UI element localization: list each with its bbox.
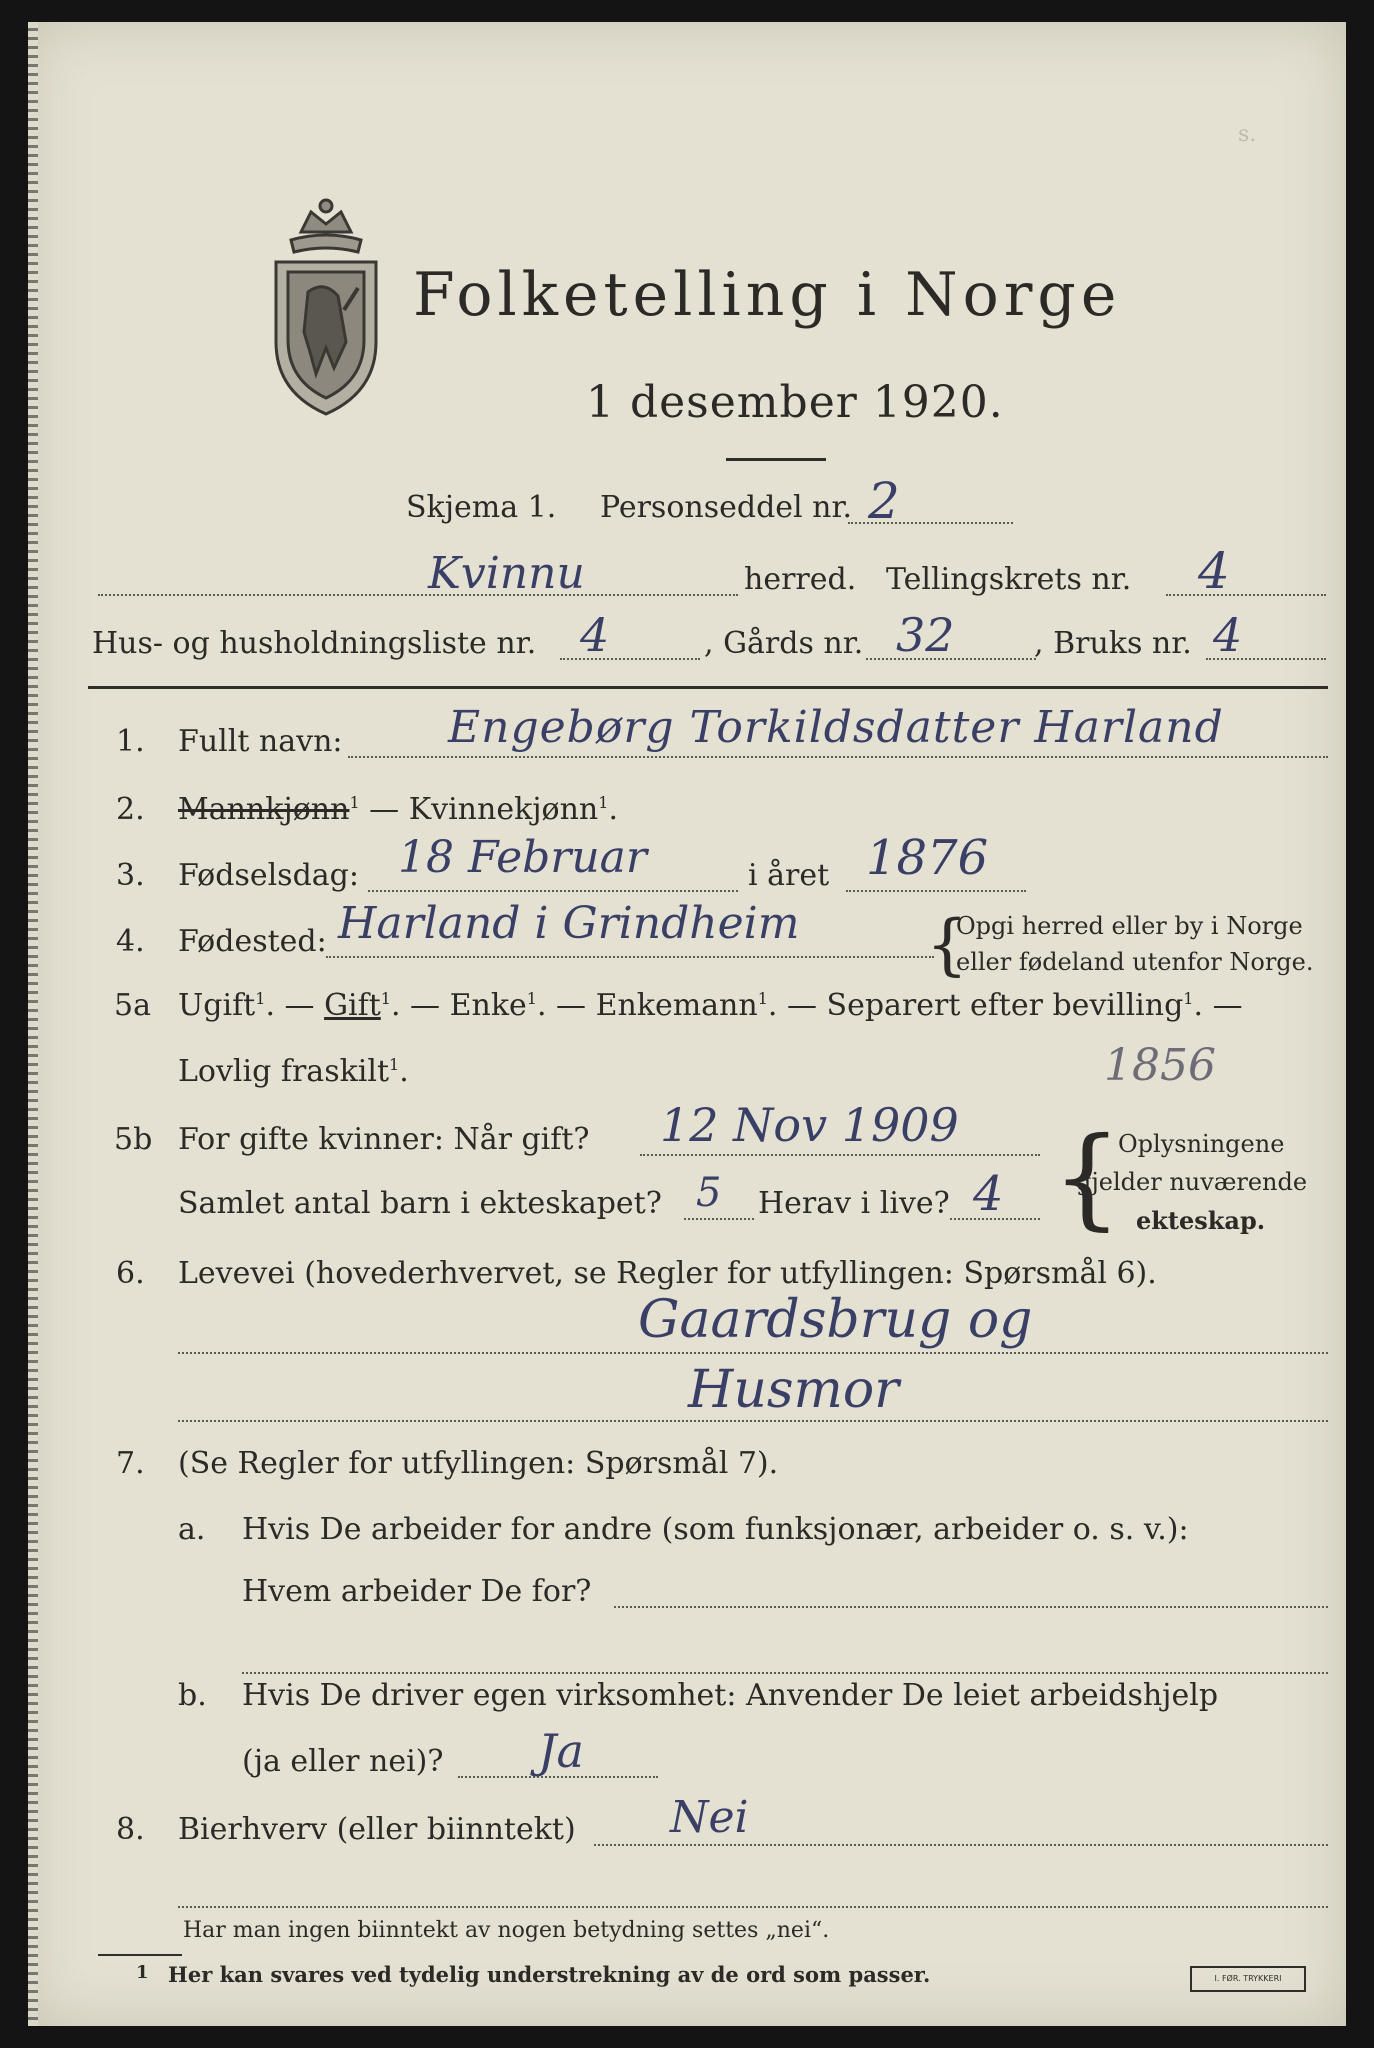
tellingskrets-value: 4 xyxy=(1198,542,1230,600)
q5b-live-value: 4 xyxy=(973,1166,1004,1222)
q5b-note-brace: { xyxy=(1052,1113,1122,1241)
q4-value: Harland i Grindheim xyxy=(338,898,800,949)
hus-value: 4 xyxy=(580,608,610,662)
q5b-label: For gifte kvinner: Når gift? xyxy=(178,1122,590,1157)
q5a-footnote-ref: 1 xyxy=(757,989,768,1008)
q5a-options: Ugift$^1$. — Gift$^1$. — Enke$^1$. — Enkemann$^1$. — Separert efter bevilling$^1$. — xyxy=(178,988,1243,1023)
printer-stamp-text: I. FØR. TRYKKERI xyxy=(1214,1974,1282,1983)
q5a-number: 5a xyxy=(114,988,151,1023)
q1-number: 1. xyxy=(116,724,145,759)
q1-label: Fullt navn: xyxy=(178,724,343,759)
census-date: 1 desember 1920. xyxy=(586,377,1004,428)
bruks-label: , Bruks nr. xyxy=(1034,626,1192,661)
q7b-value: Ja xyxy=(538,1724,584,1778)
q6-value-line1: Gaardsbrug og xyxy=(638,1290,1033,1350)
q6-field-line-2 xyxy=(178,1420,1328,1422)
form-title: Folketelling i Norge xyxy=(413,260,1122,330)
q5a-dash: — xyxy=(786,988,817,1023)
q6-number: 6. xyxy=(116,1256,145,1291)
enke-option: Enke xyxy=(449,988,527,1023)
hus-label: Hus- og husholdningsliste nr. xyxy=(92,626,537,661)
bleed-through-text: s. xyxy=(1238,122,1257,147)
q1-field-line xyxy=(348,756,1328,758)
norwegian-coat-of-arms-icon xyxy=(246,192,406,422)
q4-note-line2: eller fødeland utenfor Norge. xyxy=(956,948,1314,976)
q4-note-line1: Opgi herred eller by i Norge xyxy=(956,912,1303,940)
q7-number: 7. xyxy=(116,1446,145,1481)
separert-option: Separert efter bevilling xyxy=(826,988,1184,1023)
q2-period: . xyxy=(608,792,618,827)
q6-label: Levevei (hovederhvervet, se Regler for utfyllingen: Spørsmål 6). xyxy=(178,1256,1157,1291)
q3-year-label: i året xyxy=(748,858,830,893)
herred-label: herred. xyxy=(744,562,857,597)
q5a-footnote-ref: 1 xyxy=(526,989,537,1008)
census-form-page xyxy=(28,22,1346,2026)
q7b-number: b. xyxy=(178,1678,207,1713)
q7a-field-line-2 xyxy=(242,1672,1328,1674)
q7a-number: a. xyxy=(178,1512,206,1547)
q3-day-field-line xyxy=(368,890,738,892)
q5b-note-line1: Oplysningene xyxy=(1118,1130,1285,1158)
q2-footnote-ref-2: 1 xyxy=(598,793,609,812)
q8-field-line-1 xyxy=(594,1844,1328,1846)
personseddel-value: 2 xyxy=(868,472,900,530)
schema-label: Skjema 1. xyxy=(406,490,557,525)
q7a-label: Hvis De arbeider for andre (som funksjonær, arbeider o. s. v.): xyxy=(242,1512,1189,1547)
q8-value: Nei xyxy=(670,1792,749,1843)
q4-number: 4. xyxy=(116,924,145,959)
footer-note: Har man ingen biinntekt av nogen betydning settes „nei“. xyxy=(183,1918,830,1943)
q5b-note-line3: ekteskap. xyxy=(1136,1206,1266,1235)
q5a-dash: — xyxy=(1212,988,1243,1023)
q7b-sub-label: (ja eller nei)? xyxy=(242,1744,444,1779)
q5b-gift-value: 12 Nov 1909 xyxy=(660,1098,959,1152)
q2-dash: — xyxy=(369,792,400,827)
fraskilt-option: Lovlig fraskilt xyxy=(178,1054,390,1089)
q7a-sub-label: Hvem arbeider De for? xyxy=(242,1574,592,1609)
q3-day-value: 18 Februar xyxy=(398,832,647,883)
gift-option: Gift xyxy=(324,988,381,1023)
herred-value: Kvinnu xyxy=(428,548,585,599)
q2-options xyxy=(178,792,618,827)
title-divider xyxy=(726,458,826,461)
q5a-dash: — xyxy=(410,988,441,1023)
q5a-footnote-ref: 1 xyxy=(380,989,391,1008)
q7a-field-line-1 xyxy=(614,1606,1328,1608)
perforated-edge xyxy=(28,22,38,2026)
q5b-barn-label: Samlet antal barn i ekteskapet? xyxy=(178,1186,662,1221)
personseddel-label: Personseddel nr. xyxy=(600,490,853,525)
q7b-label: Hvis De driver egen virksomhet: Anvender De leiet arbeidshjelp xyxy=(242,1678,1219,1713)
tellingskrets-field-line xyxy=(1166,594,1326,596)
q5a-dash: — xyxy=(284,988,315,1023)
q5a-dash: — xyxy=(556,988,587,1023)
q5b-barn-field-line xyxy=(684,1218,754,1220)
herred-field-line xyxy=(98,594,738,596)
q8-label: Bierhverv (eller biinntekt) xyxy=(178,1812,576,1847)
q5b-number: 5b xyxy=(114,1122,153,1157)
footnote-text: Her kan svares ved tydelig understrekning av de ord som passer. xyxy=(168,1962,931,1987)
q4-note-brace: { xyxy=(926,906,968,983)
q4-field-line xyxy=(326,956,934,958)
q3-number: 3. xyxy=(116,858,145,893)
q6-field-line-1 xyxy=(178,1352,1328,1354)
q4-label: Fødested: xyxy=(178,924,327,959)
enkemann-option: Enkemann xyxy=(595,988,758,1023)
q5a-footnote-ref: 1 xyxy=(389,1055,400,1074)
kvinnekjonn-option: Kvinnekjønn xyxy=(408,792,599,827)
bruks-value: 4 xyxy=(1213,608,1243,662)
mannkjonn-option: Mannkjønn xyxy=(178,792,350,827)
q5a-options-line2: Lovlig fraskilt$^1$. xyxy=(178,1054,409,1089)
tellingskrets-label: Tellingskrets nr. xyxy=(886,562,1132,597)
footnote-rule xyxy=(98,1954,182,1956)
q5b-gift-field-line xyxy=(640,1154,1040,1156)
q8-number: 8. xyxy=(116,1812,145,1847)
q5a-footnote-ref: 1 xyxy=(1183,989,1194,1008)
header-rule xyxy=(88,686,1328,689)
q6-value-line2: Husmor xyxy=(688,1360,899,1420)
q8-field-line-2 xyxy=(178,1906,1328,1908)
q5b-barn-value: 5 xyxy=(696,1170,722,1216)
q5b-live-label: Herav i live? xyxy=(758,1186,950,1221)
q2-footnote-ref-1: 1 xyxy=(349,793,360,812)
q1-value: Engebørg Torkildsdatter Harland xyxy=(448,702,1224,753)
q3-year-value: 1876 xyxy=(866,830,989,886)
q5b-note-line2: gjelder nuværende xyxy=(1076,1168,1308,1196)
footnote-number: 1 xyxy=(136,1962,149,1983)
ugift-option: Ugift xyxy=(178,988,256,1023)
gards-value: 32 xyxy=(896,608,955,662)
q5a-margin-note: 1856 xyxy=(1104,1040,1216,1091)
q2-number: 2. xyxy=(116,792,145,827)
q3-year-field-line xyxy=(846,890,1026,892)
gards-label: , Gårds nr. xyxy=(704,626,864,661)
q7-label: (Se Regler for utfyllingen: Spørsmål 7). xyxy=(178,1446,779,1481)
printer-stamp xyxy=(1190,1966,1306,1992)
q3-label: Fødselsdag: xyxy=(178,858,359,893)
q5a-footnote-ref: 1 xyxy=(255,989,266,1008)
